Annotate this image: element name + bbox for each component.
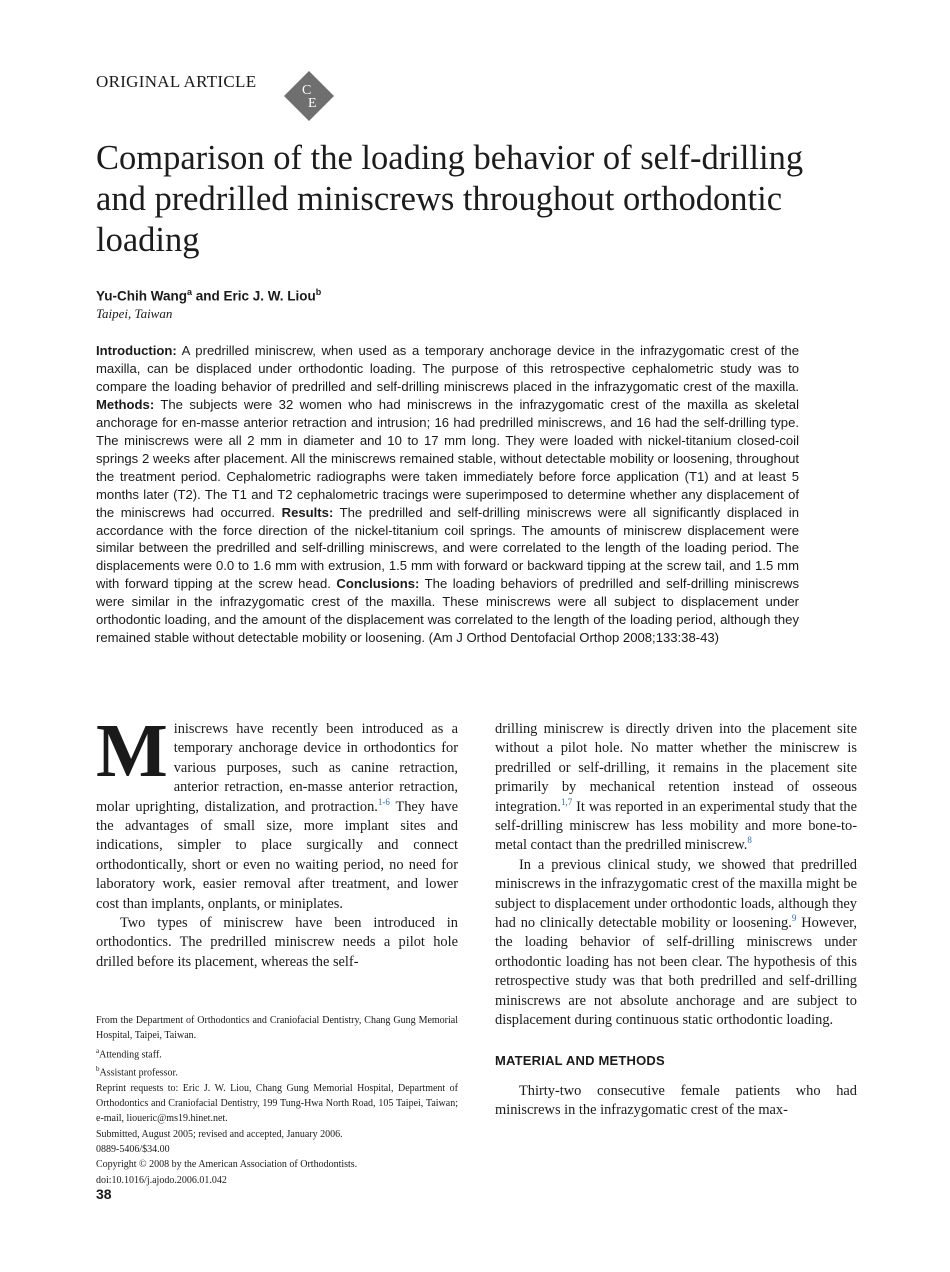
footnotes — [96, 1013, 458, 1188]
ce-badge-icon — [283, 70, 335, 122]
author-conjunction: and — [192, 288, 224, 304]
footnote-role-b — [96, 1062, 458, 1081]
author-name: Eric J. W. Liou — [223, 288, 316, 304]
footnote-reprint: Reprint requests to: Eric J. W. Liou, Chang Gung Memorial Hospital, Department of Orthodontics and Craniofacial Dentistry, 199 Tung-Hwa North Road, 105 Taipei, Taiwan; e-mail, lioueric@ms19.hinet.net. — [96, 1082, 458, 1125]
body-text: They have the advantages of small size, more implant sites and indications, simpler to place surgically and connect orthodontically, short or even no waiting period, no need for laboratory work, easier removal after treatment, and lower cost than implants, onplants, or miniplates. — [96, 798, 458, 912]
abstract-label-results: Results: — [281, 504, 334, 520]
footnote-marker: b — [96, 1065, 100, 1074]
author-location: Taipei, Taiwan — [96, 306, 173, 321]
abstract-text-results: The predrilled and self-drilling miniscrews were all significantly displaced in accordance with the force direction of the nickel-titanium coil springs. The amounts of miniscrew displacement were similar between the predrilled and self-drilling miniscrews, and were correlated to the length of the loading period. The displacements were 0.0 to 1.6 mm with extrusion, 1.5 mm with forward or backward tipping at the screw tail, and 1.5 mm with forward tipping at the screw head. — [96, 504, 799, 592]
body-column-left — [96, 709, 458, 972]
body-text: iniscrews have recently been introduced as a temporary anchorage device in orthodontics for various purposes, such as canine retraction, anterior retraction, en-masse anterior retraction, molar uprighting, distalization, and protraction. — [96, 721, 458, 815]
footnote-issn: 0889-5406/$34.00 — [96, 1144, 170, 1156]
author-name: Yu-Chih Wang — [96, 288, 187, 304]
body-text: In a previous clinical study, we showed that predrilled miniscrews in the infrazygomatic crest of the maxilla might be subject to displacement under orthodontic loads, although they had no clinically detectable mobility or loosening. — [495, 856, 857, 932]
abstract-text-conclusions: The loading behaviors of predrilled and self-drilling miniscrews were similar in the infrazygomatic crest of the maxilla. These miniscrews were all subject to displacement under orthodontic loading, and the amount of the displacement was correlated to the length of the loading period, although they remained stable without detectable mobility or loosening. (Am J Orthod Dentofacial Orthop 2008;133:38-43) — [96, 576, 799, 646]
abstract-label-introduction: Introduction: — [96, 343, 177, 358]
body-paragraph — [96, 709, 458, 914]
body-text: It was reported in an experimental study that the self-drilling miniscrew has less mobility and more bone-to-metal contact than the predrilled miniscrew. — [495, 798, 857, 854]
body-column-right — [495, 720, 857, 1121]
footnote-affiliation: From the Department of Orthodontics and Craniofacial Dentistry, Chang Gung Memorial Hospital, Taipei, Taiwan. — [96, 1015, 458, 1042]
badge-letter-e: E — [308, 96, 317, 111]
abstract-text-introduction: A predrilled miniscrew, when used as a temporary anchorage device in the infrazygomatic crest of the maxilla, can be displaced under orthodontic loading. The purpose of this retrospective cephalometric study was to compare the loading behavior of predrilled and self-drilling miniscrews placed in the infrazygomatic crest of the maxilla. — [96, 343, 799, 394]
article-type-label: ORIGINAL ARTICLE — [96, 72, 257, 91]
article-title: Comparison of the loading behavior of self-drilling and predrilled miniscrews throughout orthodontic loading — [96, 139, 804, 259]
abstract-label-conclusions: Conclusions: — [336, 576, 420, 592]
page-number: 38 — [96, 1186, 112, 1202]
citation-link[interactable]: 8 — [747, 835, 752, 846]
footnote-text: Attending staff. — [99, 1048, 162, 1060]
footnote-text: Assistant professor. — [99, 1067, 178, 1079]
body-paragraph — [495, 856, 857, 1031]
body-text: However, the loading behavior of self-drilling miniscrews under orthodontic loading has not been clear. The hypothesis of this retrospective study was that both predrilled and self-drilling miniscrews are not absolute anchorage and are subject to displacement during continuous static orthodontic loading. — [495, 915, 857, 1029]
body-paragraph: Two types of miniscrew have been introduced in orthodontics. The predrilled miniscrew needs a pilot hole drilled before its placement, whereas the self- — [96, 915, 458, 970]
citation-link[interactable]: 9 — [791, 913, 797, 924]
affiliation-marker: b — [315, 287, 322, 297]
drop-cap: M — [96, 709, 168, 793]
section-heading: MATERIAL AND METHODS — [495, 1052, 665, 1068]
badge-letter-c: C — [302, 83, 312, 98]
citation-link[interactable]: 1,7 — [560, 796, 573, 807]
footnote-submitted: Submitted, August 2005; revised and accepted, January 2006. — [96, 1128, 343, 1140]
footnote-doi[interactable]: doi:10.1016/j.ajodo.2006.01.042 — [96, 1174, 227, 1186]
affiliation-marker: a — [187, 287, 193, 297]
body-paragraph — [495, 720, 857, 856]
author-line — [96, 287, 321, 304]
abstract — [96, 342, 799, 647]
abstract-text-methods: The subjects were 32 women who had miniscrews in the infrazygomatic crest of the maxilla as skeletal anchorage for en-masse anterior retraction and intrusion; 16 had predrilled miniscrews, and 16 had the self-drilling type. The miniscrews were all 2 mm in diameter and 10 to 17 mm long. They were loaded with nickel-titanium closed-coil springs 2 weeks after placement. All the miniscrews remained stable, without detectable mobility or loosening, throughout the treatment period. Cephalometric radiographs were taken immediately before force application (T1) and at least 5 months later (T2). The T1 and T2 cephalometric tracings were superimposed to determine whether any displacement of the miniscrews had occurred. — [96, 396, 799, 520]
footnote-marker: a — [96, 1046, 100, 1055]
citation-link[interactable]: 1-6 — [377, 796, 390, 807]
body-paragraph: Thirty-two consecutive female patients who had miniscrews in the infrazygomatic crest of the max- — [495, 1082, 857, 1119]
footnote-copyright: Copyright © 2008 by the American Association of Orthodontists. — [96, 1159, 358, 1171]
footnote-role-a — [96, 1044, 458, 1063]
abstract-label-methods: Methods: — [96, 396, 155, 412]
body-text: drilling miniscrew is directly driven into the placement site without a pilot hole. No matter whether the miniscrew is predrilled or self-drilling, it remains in the placement site primarily by mechanical retention instead of osseous integration. — [495, 721, 857, 815]
